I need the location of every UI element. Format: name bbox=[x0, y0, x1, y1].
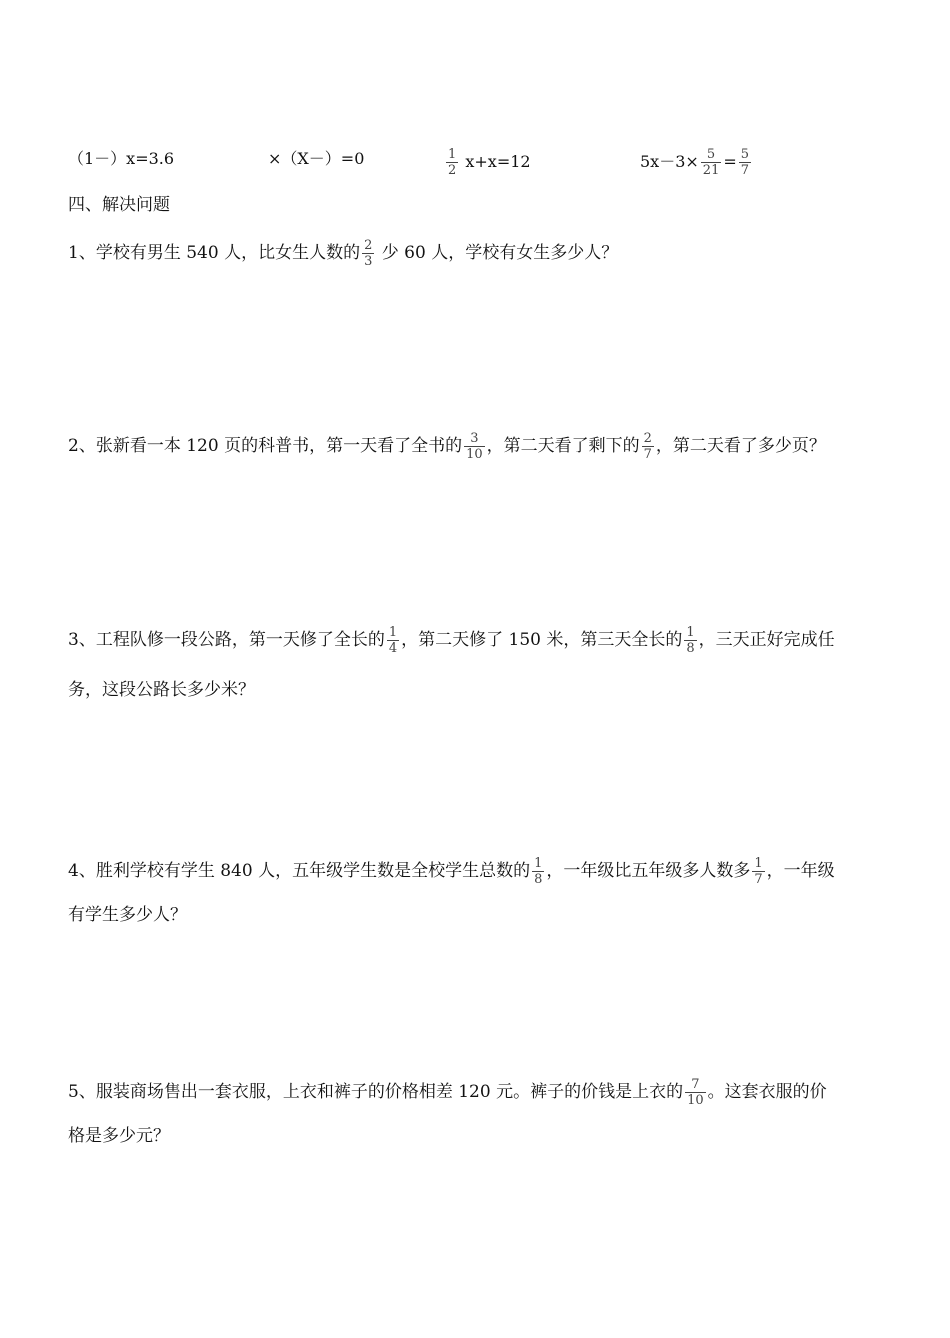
problem-5: 5、服装商场售出一套衣服，上衣和裤子的价格相差 120 元。裤子的价钱是上衣的 $\frac{7}{10}$ 。这套衣服的价 bbox=[68, 1077, 827, 1108]
equation-2 bbox=[268, 147, 364, 171]
equals-sign: = bbox=[723, 152, 737, 171]
equation-2-text: ×（X－）=0 bbox=[268, 149, 365, 168]
fraction: $\frac{2}{3}$ bbox=[364, 238, 373, 269]
fraction: $\frac{1}{8}$ bbox=[686, 625, 695, 656]
fraction: $\frac{1}{8}$ bbox=[534, 856, 543, 887]
section-title: 四、解决问题 bbox=[68, 195, 170, 215]
problem-4: 4、胜利学校有学生 840 人，五年级学生数是全校学生总数的 $\frac{1}{8}$ ，一年级比五年级多人数多 $\frac{1}{7}$ ，一年级 bbox=[68, 856, 835, 887]
problem-3-line-2: 务，这段公路长多少米？ bbox=[68, 680, 255, 700]
fraction: $\frac{2}{7}$ bbox=[643, 431, 652, 462]
equation-4-text: 5x－3× bbox=[640, 152, 699, 171]
problem-5-line-2: 格是多少元？ bbox=[68, 1126, 170, 1146]
problem-2: 2、张新看一本 120 页的科普书，第一天看了全书的 $\frac{3}{10}$ ，第二天看了剩下的 $\frac{2}{7}$ ，第二天看了多少页？ bbox=[68, 431, 826, 462]
fraction: $\frac{7}{10}$ bbox=[687, 1077, 704, 1108]
equation-1 bbox=[68, 147, 174, 171]
problem-3: 3、工程队修一段公路，第一天修了全长的 $\frac{1}{4}$ ，第二天修了 150 米，第三天全长的 $\frac{1}{8}$ ，三天正好完成任 bbox=[68, 625, 835, 656]
fraction: $\frac{1}{2}$ bbox=[448, 147, 457, 178]
problem-1: 1、学校有男生 540 人，比女生人数的 $\frac{2}{3}$ 少 60 人，学校有女生多少人？ bbox=[68, 238, 619, 269]
fraction: $\frac{3}{10}$ bbox=[466, 431, 483, 462]
equation-3 bbox=[444, 147, 531, 178]
equation-3-text: x+x=12 bbox=[460, 152, 531, 171]
equation-1-text: （1－）x=3.6 bbox=[68, 149, 175, 168]
fraction: $\frac{1}{7}$ bbox=[754, 856, 763, 887]
equation-4 bbox=[640, 147, 753, 178]
fraction: $\frac{1}{4}$ bbox=[388, 625, 398, 656]
fraction: $\frac{5}{21}$ bbox=[702, 147, 720, 178]
problem-4-line-2: 有学生多少人？ bbox=[68, 905, 187, 925]
fraction: $\frac{5}{7}$ bbox=[740, 147, 750, 178]
